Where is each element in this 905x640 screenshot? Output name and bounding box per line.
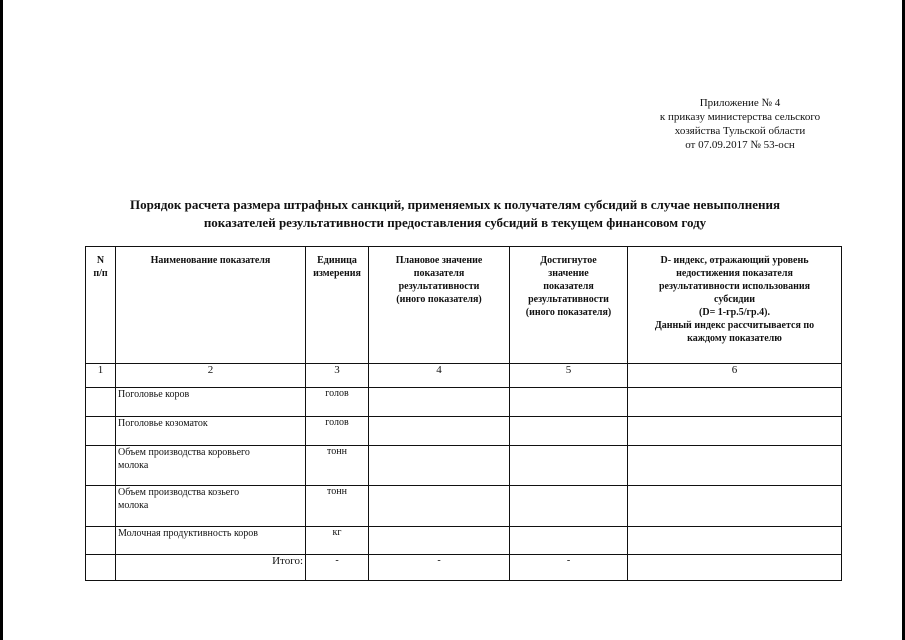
column-number: 5 xyxy=(510,364,628,388)
d-index-cell xyxy=(628,527,842,555)
column-number: 3 xyxy=(306,364,369,388)
d-index-cell xyxy=(628,446,842,486)
appendix-ministry: хозяйства Тульской области xyxy=(674,125,806,137)
scan-left-border xyxy=(0,0,3,640)
total-achieved: - xyxy=(510,555,628,581)
row-number-cell xyxy=(86,486,116,527)
planned-value-cell xyxy=(369,417,510,446)
appendix-number: Приложение № 4 xyxy=(699,97,781,109)
indicator-name: Поголовье коров xyxy=(116,388,306,417)
total-label: Итого: xyxy=(116,555,306,581)
table-row xyxy=(86,486,842,527)
row-number-cell xyxy=(86,446,116,486)
row-number-cell xyxy=(86,388,116,417)
column-number-row xyxy=(86,364,842,388)
total-unit: - xyxy=(306,555,369,581)
total-d-index xyxy=(628,555,842,581)
header-unit: Единица измерения xyxy=(306,247,369,364)
unit-cell: голов xyxy=(306,417,369,446)
sanctions-table xyxy=(85,246,842,581)
title-line-1: Порядок расчета размера штрафных санкций, применяемых к получателям субсидий в случае невыполнения xyxy=(129,197,781,212)
planned-value-cell xyxy=(369,446,510,486)
indicator-name: Объем производства козьего молока xyxy=(116,486,306,527)
achieved-value-cell xyxy=(510,486,628,527)
row-number-cell xyxy=(86,527,116,555)
appendix-order-ref: к приказу министерства сельского xyxy=(659,111,821,123)
indicator-name: Молочная продуктивность коров xyxy=(116,527,306,555)
d-index-cell xyxy=(628,388,842,417)
planned-value-cell xyxy=(369,486,510,527)
planned-value-cell xyxy=(369,388,510,417)
d-index-cell xyxy=(628,417,842,446)
achieved-value-cell xyxy=(510,417,628,446)
document-title xyxy=(70,196,840,232)
title-line-2: показателей результативности предоставления субсидий в текущем финансовом году xyxy=(203,215,707,230)
appendix-header xyxy=(600,96,880,152)
d-index-cell xyxy=(628,486,842,527)
header-planned-value: Плановое значение показателя результативности (иного показателя) xyxy=(369,247,510,364)
planned-value-cell xyxy=(369,527,510,555)
total-row xyxy=(86,555,842,581)
indicator-name: Объем производства коровьего молока xyxy=(116,446,306,486)
indicator-name: Поголовье козоматок xyxy=(116,417,306,446)
column-number: 6 xyxy=(628,364,842,388)
achieved-value-cell xyxy=(510,527,628,555)
total-planned: - xyxy=(369,555,510,581)
column-number: 1 xyxy=(86,364,116,388)
row-number-cell xyxy=(86,555,116,581)
header-d-index: D- индекс, отражающий уровень недостижения показателя результативности использования субсидии (D= 1-гр.5/гр.4). Данный индекс рассчитывается по каждому показателю xyxy=(628,247,842,364)
header-achieved-value: Достигнутое значение показателя результативности (иного показателя) xyxy=(510,247,628,364)
table-row xyxy=(86,388,842,417)
table-row xyxy=(86,446,842,486)
table-row xyxy=(86,527,842,555)
achieved-value-cell xyxy=(510,388,628,417)
unit-cell: кг xyxy=(306,527,369,555)
column-number: 4 xyxy=(369,364,510,388)
unit-cell: тонн xyxy=(306,486,369,527)
header-number: N п/п xyxy=(86,247,116,364)
header-indicator-name: Наименование показателя xyxy=(116,247,306,364)
achieved-value-cell xyxy=(510,446,628,486)
appendix-date: от 07.09.2017 № 53-осн xyxy=(685,139,795,151)
table-header-row xyxy=(86,247,842,364)
table-row xyxy=(86,417,842,446)
row-number-cell xyxy=(86,417,116,446)
unit-cell: голов xyxy=(306,388,369,417)
column-number: 2 xyxy=(116,364,306,388)
unit-cell: тонн xyxy=(306,446,369,486)
